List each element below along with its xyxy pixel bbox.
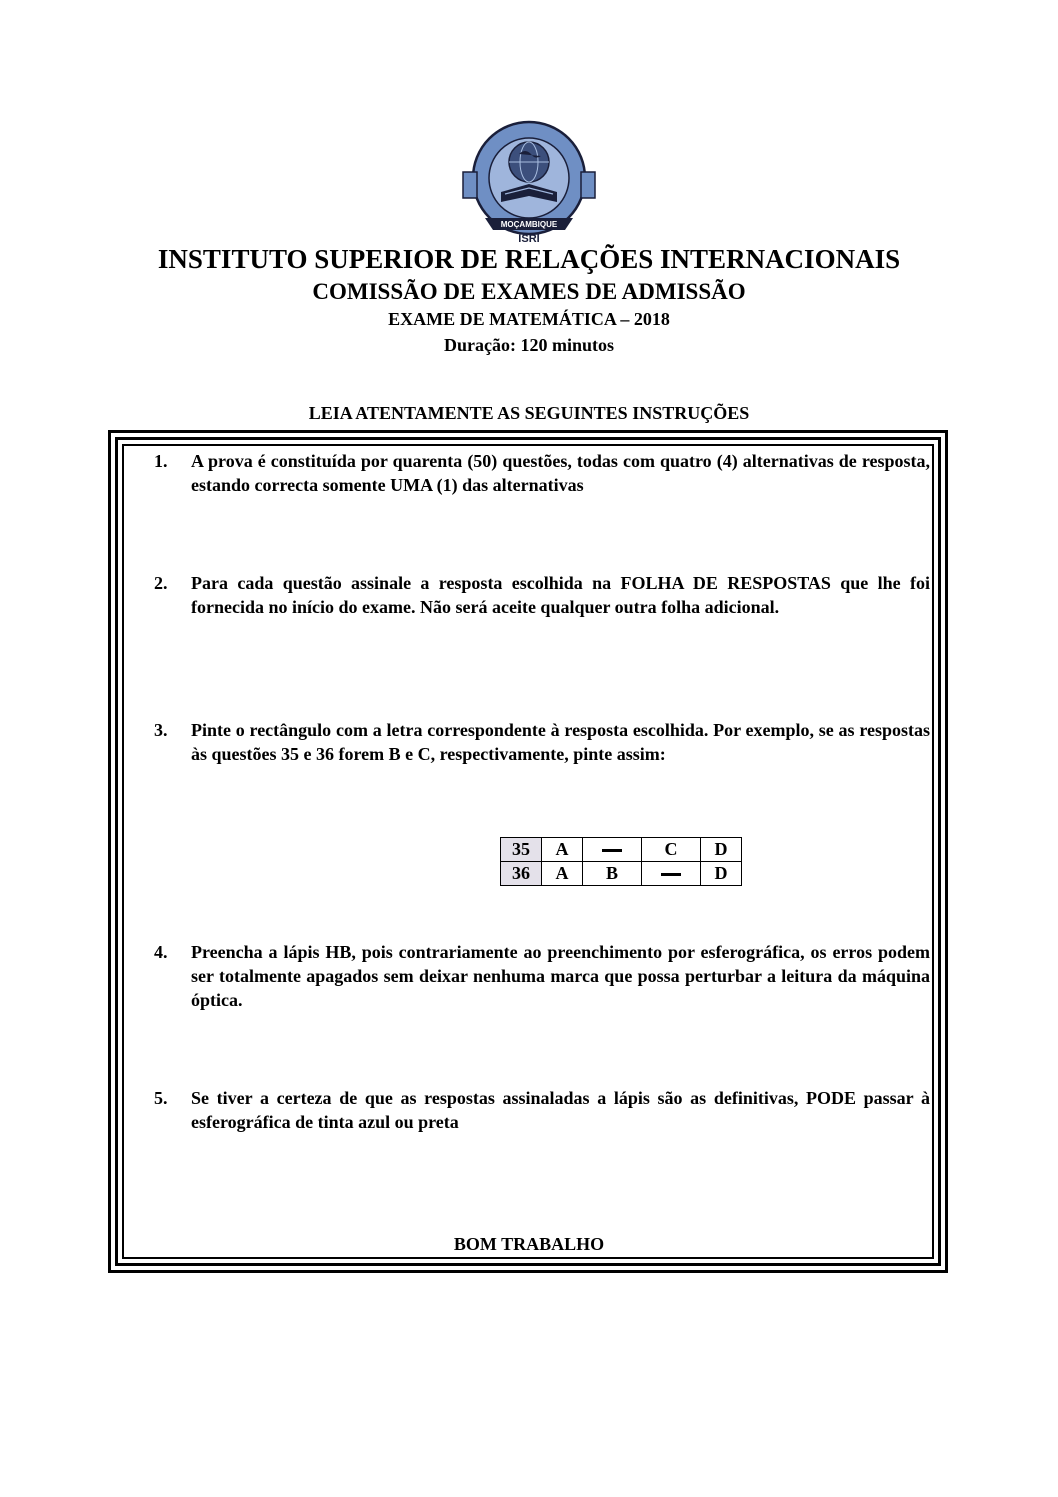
instructions-title: LEIA ATENTAMENTE AS SEGUINTES INSTRUÇÕES [308,403,750,423]
instruction-number: 5. [154,1088,168,1108]
instruction-number: 4. [154,942,168,962]
answer-option-filled [642,862,701,886]
question-number: 36 [501,862,542,886]
answer-option: D [701,838,742,862]
logo-banner-text: MOÇAMBIQUE [500,220,558,229]
filled-mark-icon [661,873,681,876]
instruction-text: Se tiver a certeza de que as respostas assinaladas a lápis são as definitivas, PODE passar à esferográfica de tinta azul ou preta [191,1088,930,1132]
isri-seal-icon [455,118,603,246]
instruction-text: A prova é constituída por quarenta (50) questões, todas com quatro (4) alternativas de resposta, estando correcta somente UMA (1) das alternativas [191,451,930,495]
answer-example-row [501,862,742,886]
closing-text: BOM TRABALHO [453,1234,605,1254]
answer-example-row [501,838,742,862]
instruction-text: Pinte o rectângulo com a letra correspondente à resposta escolhida. Por exemplo, se as respostas às questões 35 e 36 forem B e C, respectivamente, pinte assim: [191,720,930,764]
exam-title: EXAME DE MATEMÁTICA – 2018 [388,309,670,329]
instruction-number: 2. [154,573,168,593]
instruction-number: 3. [154,720,168,740]
logo-acronym-text: ISRI [518,233,540,245]
answer-option: C [642,838,701,862]
institution-title: INSTITUTO SUPERIOR DE RELAÇÕES INTERNACIONAIS [157,244,901,274]
instruction-number: 1. [154,451,168,471]
instruction-text: Preencha a lápis HB, pois contrariamente ao preenchimento por esferográfica, os erros podem ser totalmente apagados sem deixar nenhuma marca que possa perturbar a leitura da máquina óptica. [191,942,930,1010]
answer-option: D [701,862,742,886]
commission-title: COMISSÃO DE EXAMES DE ADMISSÃO [312,279,746,304]
answer-option: A [542,838,583,862]
filled-mark-icon [602,849,622,852]
instruction-text: Para cada questão assinale a resposta escolhida na FOLHA DE RESPOSTAS que lhe foi fornecida no início do exame. Não será aceite qualquer outra folha adicional. [191,573,930,617]
question-number: 35 [501,838,542,862]
institution-logo [455,118,603,246]
answer-option-filled [583,838,642,862]
answer-option: B [583,862,642,886]
answer-example-table [500,837,742,886]
exam-duration: Duração: 120 minutos [444,335,614,355]
answer-option: A [542,862,583,886]
